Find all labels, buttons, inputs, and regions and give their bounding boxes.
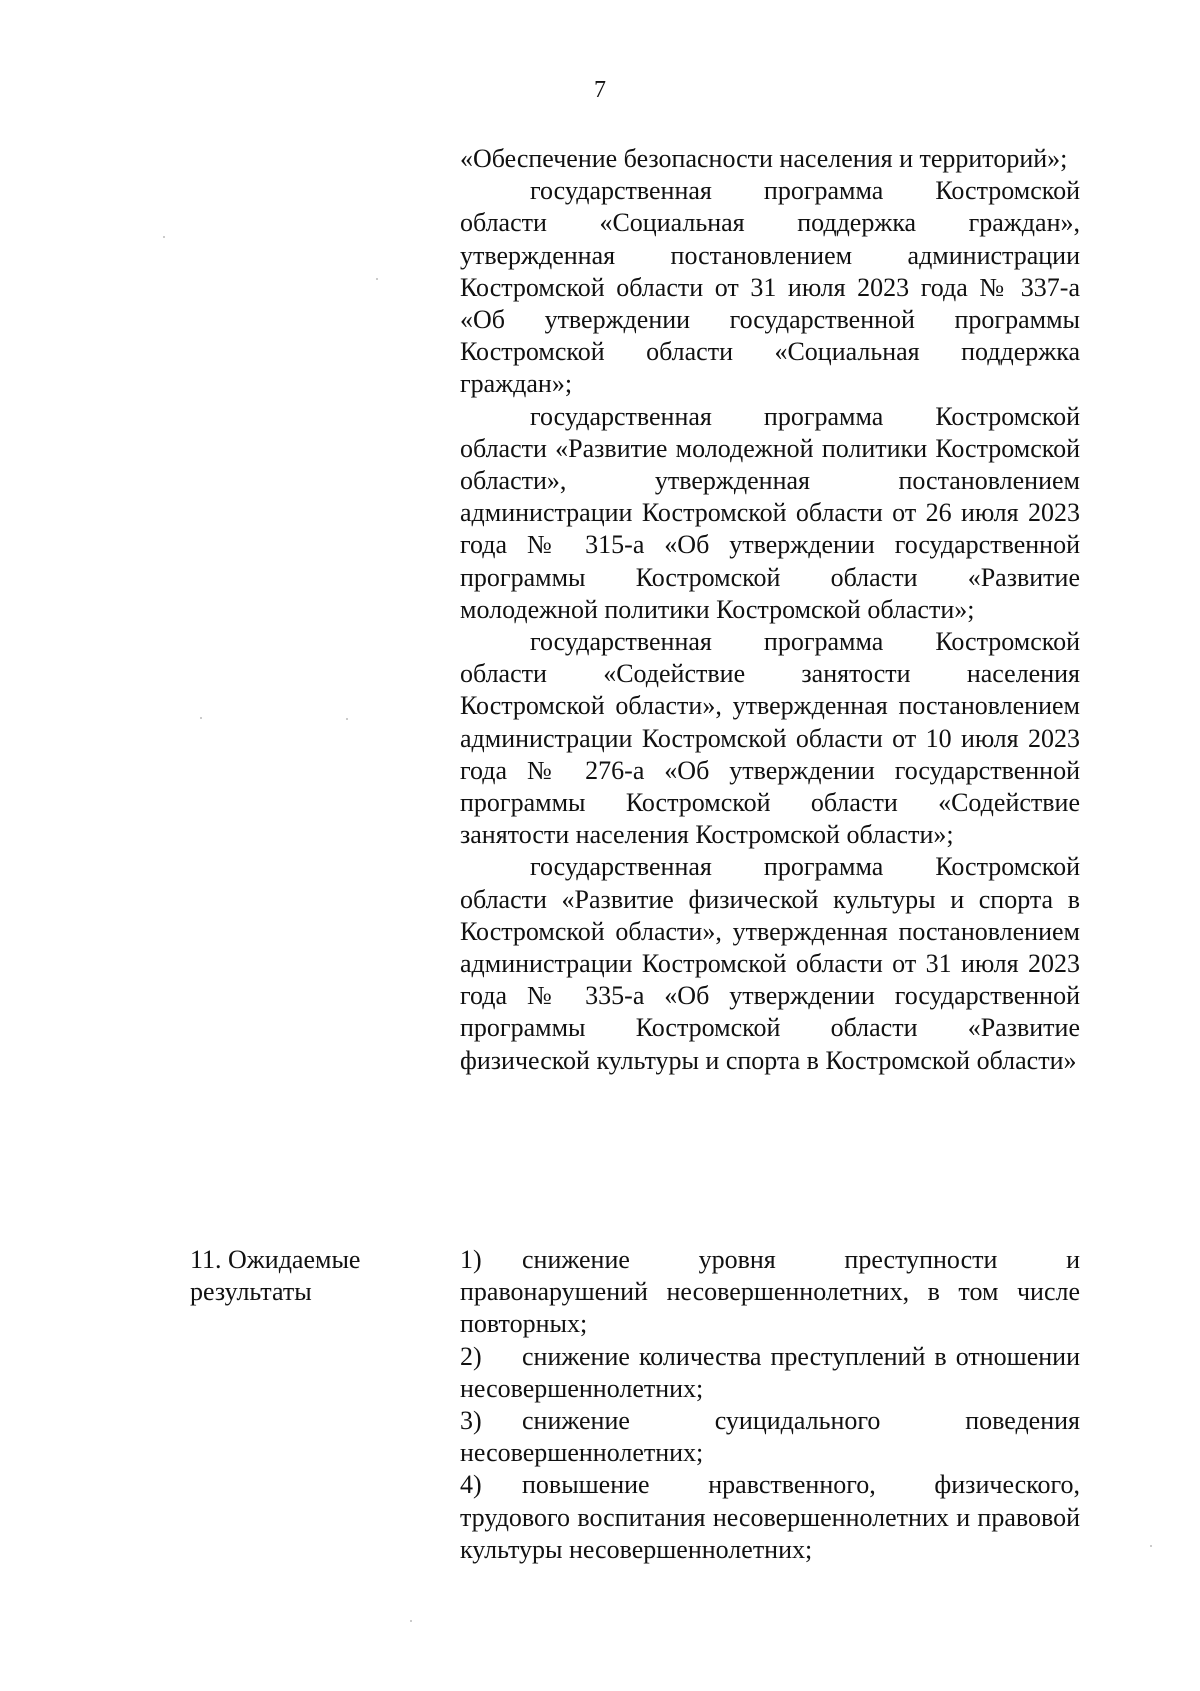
- paragraph: государственная программа Костромской области «Развитие физической культуры и спорта в Костромской области», утвержденная постановлением администрации Костромской области от 31 июля 2023 года № 335-а «Об утверждении государственной программы Костромской области «Развитие физической культуры и спорта в Костромской области»: [460, 852, 1080, 1075]
- scan-speck: [346, 718, 348, 720]
- list-item: [460, 1341, 1080, 1405]
- section-label: 11. Ожидаемые результаты: [190, 1245, 361, 1307]
- scan-speck: [200, 717, 202, 719]
- paragraph: государственная программа Костромской области «Развитие молодежной политики Костромской области», утвержденная постановлением администрации Костромской области от 26 июля 2023 года № 315-а «Об утверждении государственной программы Костромской области «Развитие молодежной политики Костромской области»;: [460, 401, 1080, 624]
- paragraph: государственная программа Костромской области «Социальная поддержка граждан», утвержденная постановлением администрации Костромской области от 31 июля 2023 года № 337-а «Об утверждении государственной программы Костромской области «Социальная поддержка граждан»;: [460, 176, 1080, 399]
- list-item-number: 4): [460, 1470, 482, 1500]
- list-item-text: снижение суицидального поведения несовершеннолетних;: [460, 1406, 1080, 1468]
- list-item: [460, 1469, 1080, 1566]
- scan-speck: [1150, 1545, 1152, 1547]
- list-item-number: 1): [460, 1245, 482, 1274]
- list-item: [460, 1244, 1080, 1341]
- page-number: 7: [594, 77, 606, 103]
- programs-list: [460, 143, 1080, 1077]
- scan-speck: [410, 1620, 412, 1622]
- list-item-number: 2): [460, 1341, 482, 1371]
- list-item-text: снижение количества преступлений в отношении несовершеннолетних;: [460, 1341, 1080, 1403]
- paragraph: «Обеспечение безопасности населения и территорий»;: [460, 144, 1068, 173]
- scan-speck: [163, 236, 165, 238]
- list-item-text: снижение уровня преступности и правонарушений несовершеннолетних, в том числе повторных;: [460, 1245, 1080, 1339]
- paragraph: государственная программа Костромской области «Содействие занятости населения Костромской области», утвержденная постановлением администрации Костромской области от 10 июля 2023 года № 276-а «Об утверждении государственной программы Костромской области «Содействие занятости населения Костромской области»;: [460, 627, 1080, 850]
- scan-speck: [376, 278, 378, 280]
- list-item-text: повышение нравственного, физического, трудового воспитания несовершеннолетних и правовой культуры несовершеннолетних;: [460, 1470, 1080, 1564]
- list-item-number: 3): [460, 1406, 482, 1436]
- expected-results-list: [460, 1244, 1080, 1566]
- list-item: [460, 1405, 1080, 1469]
